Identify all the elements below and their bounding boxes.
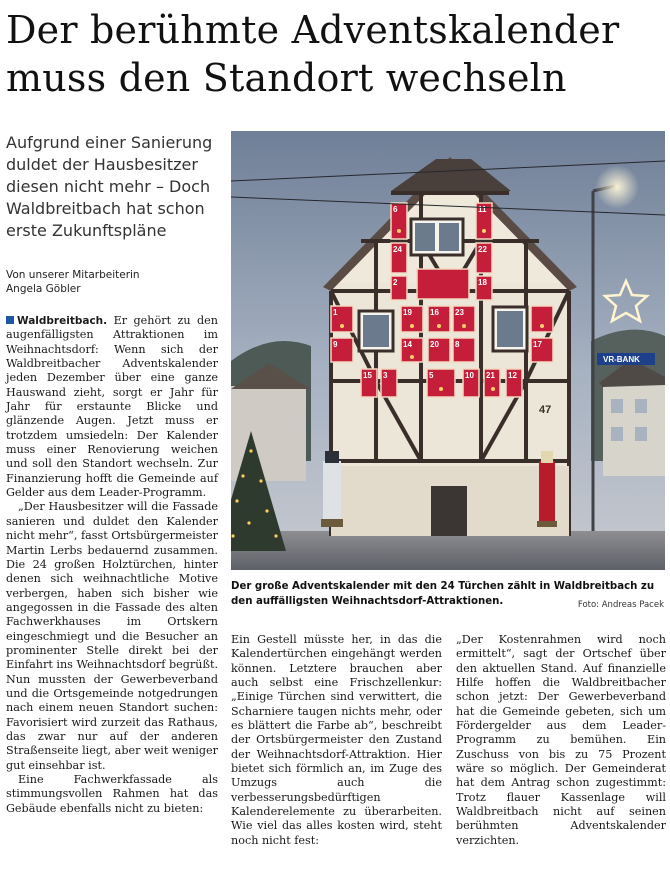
door-number: 19 [403, 308, 412, 317]
door-number: 22 [478, 245, 487, 254]
door-number: 2 [393, 278, 398, 287]
byline-intro: Von unserer Mitarbeiterin [6, 269, 140, 281]
paragraph-1-text: Er gehört zu den augenfälligsten Attraktionen im Weihnachtsdorf: Wenn sich der Waldbreitbacher Adventskalender jeden Dezember über eine ganze Hauswand zieht, sorgt er Jahr für Jahr für erstaunte Blicke und glänzende Augen. Jetzt muss er trotzdem umsiedeln: Der Kalender muss einer Renovierung weichen und soll den Standort wechseln. Zur Finanzierung hofft die Gemeinde auf Gelder aus dem Leader-Programm. [6, 314, 218, 500]
bank-sign: VR-BANK [603, 355, 640, 364]
paragraph-3: Eine Fachwerkfassade als stimmungsvollen Rahmen hat das Gebäude ebenfalls nicht zu bieten: [6, 773, 218, 815]
door-number: 18 [478, 278, 487, 287]
door-number: 12 [508, 371, 517, 380]
door-number: 20 [430, 340, 439, 349]
paragraph-5: „Der Kostenrahmen wird noch ermittelt“, sagt der Ortschef über den aktuellen Stand. Auf finanzielle Hilfe hoffen die Waldbreitbacher schon jetzt: Der Gewerbeverband hat die Gemeinde gebeten, sich um Fördergelder aus dem Leader-Programm zu bemühen. Ein Zuschuss von bis zu 75 Prozent wäre so möglich. Der Gemeinderat hat dem Antrag schon zugestimmt: Trotz flauer Kassenlage will Waldbreitbach nicht auf seinen berühmten Adventskalender verzichten. [456, 633, 666, 847]
byline [6, 268, 222, 296]
subheadline: Aufgrund einer Sanierung duldet der Hausbesitzer diesen nicht mehr – Doch Waldbreitbach hat schon erste Zukunftspläne [6, 133, 213, 240]
paragraph-4: Ein Gestell müsste her, in das die Kalendertürchen eingehängt werden können. Letztere brauchen aber auch selbst eine Frischzellenkur: „Einige Türchen sind verwittert, die Scharniere taugen nichts mehr, oder es blättert die Farbe ab“, beschreibt der Ortsbürgermeister den Zustand der Weihnachtsdorf-Attraktion. Hier bietet sich förmlich an, im Zuge des Umzugs auch die verbesserungsbedürftigen Kalenderelemente zu überarbeiten. Wie viel das alles kosten wird, steht noch nicht fest: [231, 633, 442, 847]
door-number: 17 [533, 340, 542, 349]
door-number: 9 [333, 340, 338, 349]
door-number: 23 [455, 308, 464, 317]
article-photo [231, 131, 665, 570]
door-number: 1 [333, 308, 338, 317]
door-number: 10 [465, 371, 474, 380]
door-number: 16 [430, 308, 439, 317]
column-1 [6, 314, 218, 816]
photo-credit: Foto: Andreas Pacek [577, 600, 664, 610]
door-number: 5 [429, 371, 434, 380]
advent-calendar-house-image [231, 131, 665, 570]
door-number: 3 [383, 371, 388, 380]
column-2 [231, 633, 442, 848]
paragraph-1 [6, 314, 218, 500]
headline-line-2: muss den Standort wechseln [6, 56, 567, 100]
door-number: 14 [403, 340, 412, 349]
byline-author: Angela Göbler [6, 283, 81, 295]
door-number: 21 [486, 371, 495, 380]
door-number: 24 [393, 245, 402, 254]
house-number: 47 [539, 404, 552, 416]
nutcracker-figure [537, 451, 557, 527]
headline-line-1: Der berühmte Adventskalender [6, 8, 620, 52]
door-number: 8 [455, 340, 460, 349]
nutcracker-figure [321, 451, 343, 527]
dateline-marker-icon [6, 316, 14, 324]
paragraph-2: „Der Hausbesitzer will die Fassade sanieren und duldet den Kalender nicht mehr“, fasst Ortsbürgermeister Martin Lerbs bedauernd zusammen. Die 24 großen Holztürchen, hinter denen sich weihnachtliche Motive verbergen, haben sich bisher wie angegossen in die Fassade des alten Fachwerkhauses im Ortskern eingeschmiegt und die Besucher an prominenter Stelle direkt bei der Einfahrt ins Weihnachtsdorf begrüßt. Nun mussten der Gewerbeverband und die Ortsgemeinde notgedrungen nach einem neuen Standort suchen: Favorisiert wird zurzeit das Rathaus, das zwar nur auf der anderen Straßenseite liegt, aber weit weniger gut einsehbar ist. [6, 500, 218, 772]
column-3 [456, 633, 666, 848]
headline [6, 6, 666, 102]
door-number: 15 [363, 371, 372, 380]
photo-caption: Der große Adventskalender mit den 24 Türchen zählt in Waldbreitbach zu den auffälligsten Weihnachtsdorf-Attraktionen. [231, 581, 655, 607]
door-number: 11 [478, 205, 487, 214]
dateline: Waldbreitbach. [17, 315, 108, 327]
door-number: 6 [393, 205, 398, 214]
